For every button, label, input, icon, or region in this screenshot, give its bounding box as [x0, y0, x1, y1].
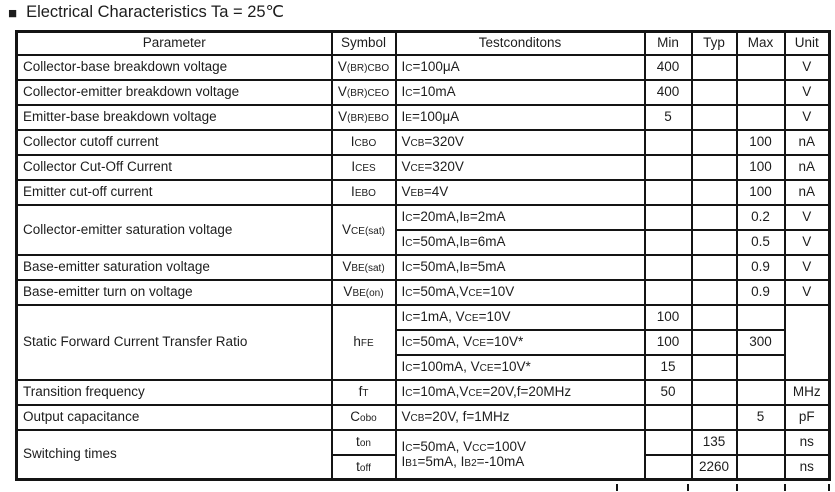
cell-parameter: Emitter cut-off current [17, 180, 332, 205]
cell-unit: MHz [785, 380, 830, 405]
cell-symbol: toff [332, 455, 396, 480]
section-title-text: Electrical Characteristics Ta = 25℃ [26, 3, 285, 21]
header-row [17, 32, 830, 55]
cell-typ [692, 305, 737, 330]
table-grid-stub [687, 484, 689, 491]
cell-max: 0.9 [737, 255, 785, 280]
cell-typ [692, 230, 737, 255]
cell-min: 100 [645, 305, 692, 330]
table-body [17, 55, 830, 480]
section-bullet-icon: ■ [8, 4, 18, 22]
table-row [17, 380, 830, 405]
cell-condition: IC=100μA [396, 55, 645, 80]
table-row [17, 130, 830, 155]
cell-min [645, 180, 692, 205]
cell-typ [692, 105, 737, 130]
cell-symbol: Cobo [332, 405, 396, 430]
cell-unit: V [785, 55, 830, 80]
table-head [17, 32, 830, 55]
section-title [8, 2, 284, 22]
cell-min: 400 [645, 80, 692, 105]
table-row [17, 55, 830, 80]
cell-parameter: Base-emitter turn on voltage [17, 280, 332, 305]
cell-typ [692, 180, 737, 205]
cell-min [645, 455, 692, 480]
cell-unit: nA [785, 130, 830, 155]
cell-symbol: VBE(on) [332, 280, 396, 305]
header-parameter: Parameter [17, 32, 332, 55]
cell-typ [692, 205, 737, 230]
cell-unit: nA [785, 155, 830, 180]
cell-typ: 2260 [692, 455, 737, 480]
cell-max [737, 430, 785, 455]
cell-typ [692, 130, 737, 155]
cell-min [645, 430, 692, 455]
cell-unit: pF [785, 405, 830, 430]
cell-unit: V [785, 230, 830, 255]
table-row [17, 80, 830, 105]
cell-max [737, 105, 785, 130]
table-row [17, 105, 830, 130]
cell-typ [692, 355, 737, 380]
cell-typ [692, 405, 737, 430]
cell-max [737, 80, 785, 105]
cell-unit: V [785, 105, 830, 130]
cell-parameter: Output capacitance [17, 405, 332, 430]
cell-max: 0.5 [737, 230, 785, 255]
cell-parameter: Transition frequency [17, 380, 332, 405]
table-row [17, 305, 830, 330]
cell-condition: IC=100mA, VCE=10V* [396, 355, 645, 380]
cell-symbol: IEBO [332, 180, 396, 205]
cell-unit: ns [785, 430, 830, 455]
cell-max: 300 [737, 330, 785, 355]
cell-min [645, 230, 692, 255]
cell-symbol: ICES [332, 155, 396, 180]
cell-condition: VEB=4V [396, 180, 645, 205]
cell-parameter: Collector-emitter saturation voltage [17, 205, 332, 255]
cell-min: 15 [645, 355, 692, 380]
cell-condition: IC=50mA,VCE=10V [396, 280, 645, 305]
cell-parameter: Collector Cut-Off Current [17, 155, 332, 180]
cell-typ [692, 255, 737, 280]
cell-condition: VCE=320V [396, 155, 645, 180]
cell-condition: IC=10mA [396, 80, 645, 105]
header-condition: Testconditons [396, 32, 645, 55]
cell-min: 50 [645, 380, 692, 405]
cell-unit: ns [785, 455, 830, 480]
cell-max: 100 [737, 180, 785, 205]
cell-max [737, 305, 785, 330]
table-row [17, 255, 830, 280]
header-symbol: Symbol [332, 32, 396, 55]
cell-typ [692, 80, 737, 105]
cell-max: 100 [737, 155, 785, 180]
cell-min: 400 [645, 55, 692, 80]
cell-typ [692, 330, 737, 355]
cell-condition: IC=50mA,IB=6mA [396, 230, 645, 255]
cell-min: 5 [645, 105, 692, 130]
table-row [17, 205, 830, 230]
table-row [17, 430, 830, 455]
table-row [17, 405, 830, 430]
cell-max: 0.2 [737, 205, 785, 230]
cell-min [645, 255, 692, 280]
cell-min [645, 130, 692, 155]
cell-max: 0.9 [737, 280, 785, 305]
cell-symbol: fT [332, 380, 396, 405]
cell-typ [692, 155, 737, 180]
cell-max: 100 [737, 130, 785, 155]
cell-parameter: Collector-emitter breakdown voltage [17, 80, 332, 105]
cell-unit: V [785, 205, 830, 230]
cell-condition: IC=10mA,VCE=20V,f=20MHz [396, 380, 645, 405]
cell-symbol: ICBO [332, 130, 396, 155]
cell-symbol: ton [332, 430, 396, 455]
cell-parameter: Static Forward Current Transfer Ratio [17, 305, 332, 380]
cell-min [645, 205, 692, 230]
cell-parameter: Collector cutoff current [17, 130, 332, 155]
table-grid-stub [828, 484, 830, 491]
cell-unit: nA [785, 180, 830, 205]
cell-symbol: V(BR)EBO [332, 105, 396, 130]
cell-condition: IC=20mA,IB=2mA [396, 205, 645, 230]
electrical-characteristics-table [15, 30, 831, 481]
cell-condition: IE=100μA [396, 105, 645, 130]
cell-symbol: V(BR)CEO [332, 80, 396, 105]
cell-parameter: Collector-base breakdown voltage [17, 55, 332, 80]
cell-condition: IC=1mA, VCE=10V [396, 305, 645, 330]
cell-unit: V [785, 80, 830, 105]
cell-min: 100 [645, 330, 692, 355]
cell-min [645, 155, 692, 180]
cell-symbol: V(BR)CBO [332, 55, 396, 80]
cell-condition: VCB=20V, f=1MHz [396, 405, 645, 430]
cell-unit: V [785, 280, 830, 305]
cell-parameter: Emitter-base breakdown voltage [17, 105, 332, 130]
cell-condition: IC=50mA,IB=5mA [396, 255, 645, 280]
cell-parameter: Switching times [17, 430, 332, 480]
cell-max [737, 380, 785, 405]
cell-max: 5 [737, 405, 785, 430]
cell-typ [692, 380, 737, 405]
cell-typ: 135 [692, 430, 737, 455]
table-row [17, 155, 830, 180]
cell-condition: IC=50mA, VCE=10V* [396, 330, 645, 355]
cell-min [645, 405, 692, 430]
cell-parameter: Base-emitter saturation voltage [17, 255, 332, 280]
cell-symbol: VCE(sat) [332, 205, 396, 255]
table-grid-stub [616, 484, 618, 491]
cell-max [737, 355, 785, 380]
cell-typ [692, 280, 737, 305]
header-max: Max [737, 32, 785, 55]
cell-condition: VCB=320V [396, 130, 645, 155]
cell-typ [692, 55, 737, 80]
cell-unit: V [785, 255, 830, 280]
table-grid-stub [736, 484, 738, 491]
cell-condition: IC=50mA, VCC=100V IB1=5mA, IB2=-10mA [396, 430, 645, 480]
cell-min [645, 280, 692, 305]
header-typ: Typ [692, 32, 737, 55]
header-min: Min [645, 32, 692, 55]
table-row [17, 180, 830, 205]
cell-max [737, 55, 785, 80]
cell-symbol: hFE [332, 305, 396, 380]
table-grid-stub [784, 484, 786, 491]
cell-max [737, 455, 785, 480]
cell-unit [785, 305, 830, 380]
table-row [17, 280, 830, 305]
cell-symbol: VBE(sat) [332, 255, 396, 280]
header-unit: Unit [785, 32, 830, 55]
